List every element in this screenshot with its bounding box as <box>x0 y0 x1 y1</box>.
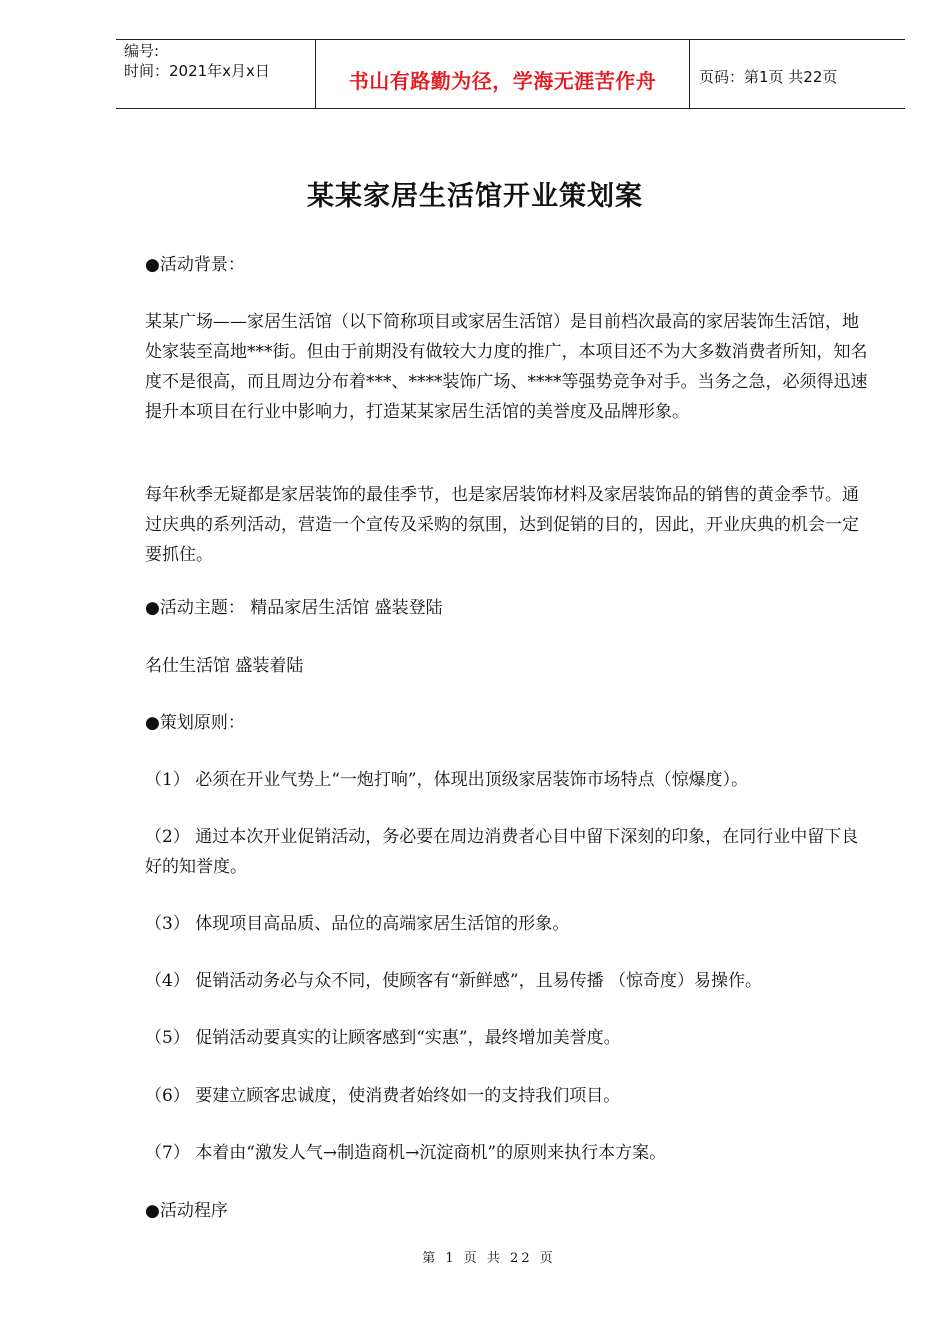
header-motto-cell <box>316 40 690 108</box>
header-table <box>116 39 905 109</box>
paragraph-background: 某某广场——家居生活馆（以下简称项目或家居生活馆）是目前档次最高的家居装饰生活馆，地处家装至高地***街。但由于前期没有做较大力度的推广，本项目还不为大多数消费者所知，知名度不是很高，而且周边分布着***、****装饰广场、****等强势竞争对手。当务之急，必须得迅速提升本项目在行业中影响力，打造某某家居生活馆的美誉度及品牌形象。 <box>145 312 868 422</box>
document-title: 某某家居生活馆开业策划案 <box>307 181 643 212</box>
footer-page-number: 第 1 页 共 22 页 <box>422 1251 556 1266</box>
header-info-cell <box>116 40 316 108</box>
paragraph-theme-alt: 名仕生活馆 盛装着陆 <box>145 656 304 676</box>
section-heading-procedure: ●活动程序 <box>145 1201 228 1221</box>
principle-item-6: （6） 要建立顾客忠诚度，使消费者始终如一的支持我们项目。 <box>145 1086 621 1106</box>
document-number-label: 编号: <box>124 42 160 60</box>
principle-item-4: （4） 促销活动务必与众不同，使顾客有“新鲜感”，且易传播 （惊奇度）易操作。 <box>145 971 763 991</box>
principle-item-7: （7） 本着由“激发人气→制造商机→沉淀商机”的原则来执行本方案。 <box>145 1143 667 1163</box>
principle-item-5: （5） 促销活动要真实的让顾客感到“实惠”，最终增加美誉度。 <box>145 1028 621 1048</box>
header-page-label: 页码：第1页 共22页 <box>699 68 838 86</box>
principle-item-2: （2） 通过本次开业促销活动，务必要在周边消费者心目中留下深刻的印象，在同行业中留下良好的知誉度。 <box>145 827 859 877</box>
document-time-label: 时间：2021年x月x日 <box>124 62 270 80</box>
paragraph-season: 每年秋季无疑都是家居装饰的最佳季节，也是家居装饰材料及家居装饰品的销售的黄金季节。通过庆典的系列活动，营造一个宣传及采购的氛围，达到促销的目的，因此，开业庆典的机会一定要抓住。 <box>145 485 859 565</box>
section-heading-theme: ●活动主题： 精品家居生活馆 盛装登陆 <box>145 598 443 618</box>
principle-item-3: （3） 体现项目高品质、品位的高端家居生活馆的形象。 <box>145 914 570 934</box>
section-heading-principles: ●策划原则： <box>145 713 245 733</box>
header-page-cell <box>690 40 905 108</box>
principle-item-1: （1） 必须在开业气势上“一炮打响”，体现出顶级家居装饰市场特点（惊爆度）。 <box>145 770 749 790</box>
section-heading-background: ●活动背景： <box>145 255 245 275</box>
motto-text: 书山有路勤为径，学海无涯苦作舟 <box>348 69 657 93</box>
